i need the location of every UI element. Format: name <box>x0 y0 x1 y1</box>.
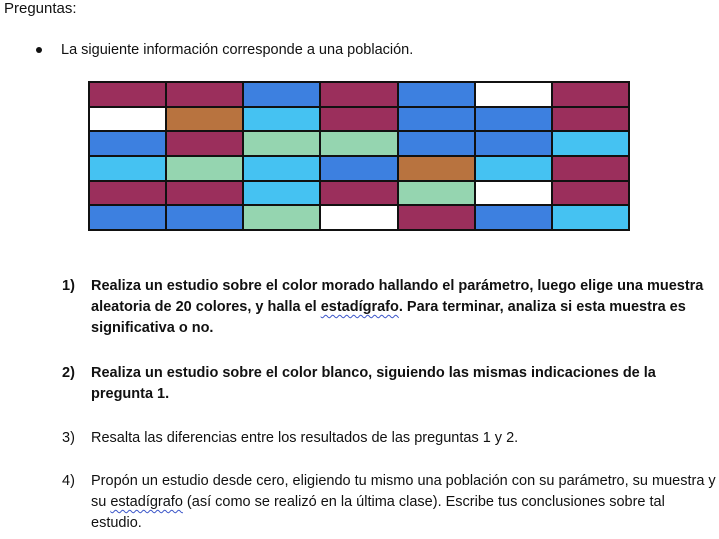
question-text-part: Realiza un estudio sobre el color blanco, siguiendo las mismas indicaciones de la pregunta 1. <box>91 365 656 402</box>
grid-cell <box>321 157 396 180</box>
grid-cell <box>399 108 474 131</box>
grid-cell <box>321 182 396 205</box>
grid-cell <box>321 206 396 229</box>
spellcheck-word: estadígrafo <box>110 494 183 510</box>
question-text-part: . Para terminar, analiza si esta muestra es significativa o no. <box>91 299 686 336</box>
population-color-grid <box>88 81 630 231</box>
question-text <box>91 363 712 405</box>
grid-cell <box>244 157 319 180</box>
grid-cell <box>90 83 165 106</box>
grid-cell <box>476 182 551 205</box>
grid-cell <box>90 206 165 229</box>
grid-cell <box>244 132 319 155</box>
question-text <box>91 428 712 449</box>
grid-cell <box>244 182 319 205</box>
grid-cell <box>167 157 242 180</box>
grid-cell <box>553 182 628 205</box>
grid-cell <box>321 132 396 155</box>
grid-cell <box>476 206 551 229</box>
grid-cell <box>553 132 628 155</box>
question-text-part: Realiza un estudio sobre el color morado hallando el parámetro, luego elige una muestra aleatoria de 20 colores, y halla el <box>91 278 704 315</box>
grid-cell <box>399 83 474 106</box>
question-number: 4) <box>62 473 75 489</box>
grid-cell <box>476 83 551 106</box>
grid-cell <box>90 182 165 205</box>
grid-cell <box>399 182 474 205</box>
page-heading: Preguntas: <box>4 0 77 17</box>
question-text-part: Resalta las diferencias entre los resultados de las preguntas 1 y 2. <box>91 430 519 446</box>
grid-cell <box>399 206 474 229</box>
grid-cell <box>167 108 242 131</box>
grid-cell <box>244 206 319 229</box>
grid-cell <box>553 108 628 131</box>
grid-cell <box>476 157 551 180</box>
question-4 <box>62 471 717 534</box>
question-text <box>91 471 717 534</box>
bullet-text: La siguiente información corresponde a una población. <box>61 42 414 58</box>
grid-cell <box>167 83 242 106</box>
question-text-part: (así como se realizó en la última clase). Escribe tus conclusiones sobre tal estudio. <box>91 494 665 531</box>
grid-cell <box>90 132 165 155</box>
grid-cell <box>167 132 242 155</box>
grid-cell <box>244 83 319 106</box>
grid-cell <box>90 108 165 131</box>
grid-cell <box>476 132 551 155</box>
grid-cell <box>553 206 628 229</box>
grid-cell <box>167 182 242 205</box>
grid-cell <box>321 108 396 131</box>
question-text <box>91 276 712 339</box>
question-2 <box>62 363 712 405</box>
grid-cell <box>321 83 396 106</box>
question-1 <box>62 276 712 339</box>
grid-cell <box>553 83 628 106</box>
grid-cell <box>399 157 474 180</box>
grid-cell <box>399 132 474 155</box>
grid-cell <box>476 108 551 131</box>
question-number: 1) <box>62 278 75 294</box>
grid-cell <box>244 108 319 131</box>
question-3 <box>62 428 712 449</box>
bullet-dot-icon <box>36 47 42 53</box>
grid-cell <box>167 206 242 229</box>
spellcheck-word: estadígrafo <box>320 299 399 315</box>
question-number: 2) <box>62 365 75 381</box>
question-number: 3) <box>62 430 75 446</box>
question-text-part: Propón un estudio desde cero, eligiendo tu mismo una población con su parámetro, su muestra y su <box>91 473 716 510</box>
grid-cell <box>553 157 628 180</box>
grid-cell <box>90 157 165 180</box>
